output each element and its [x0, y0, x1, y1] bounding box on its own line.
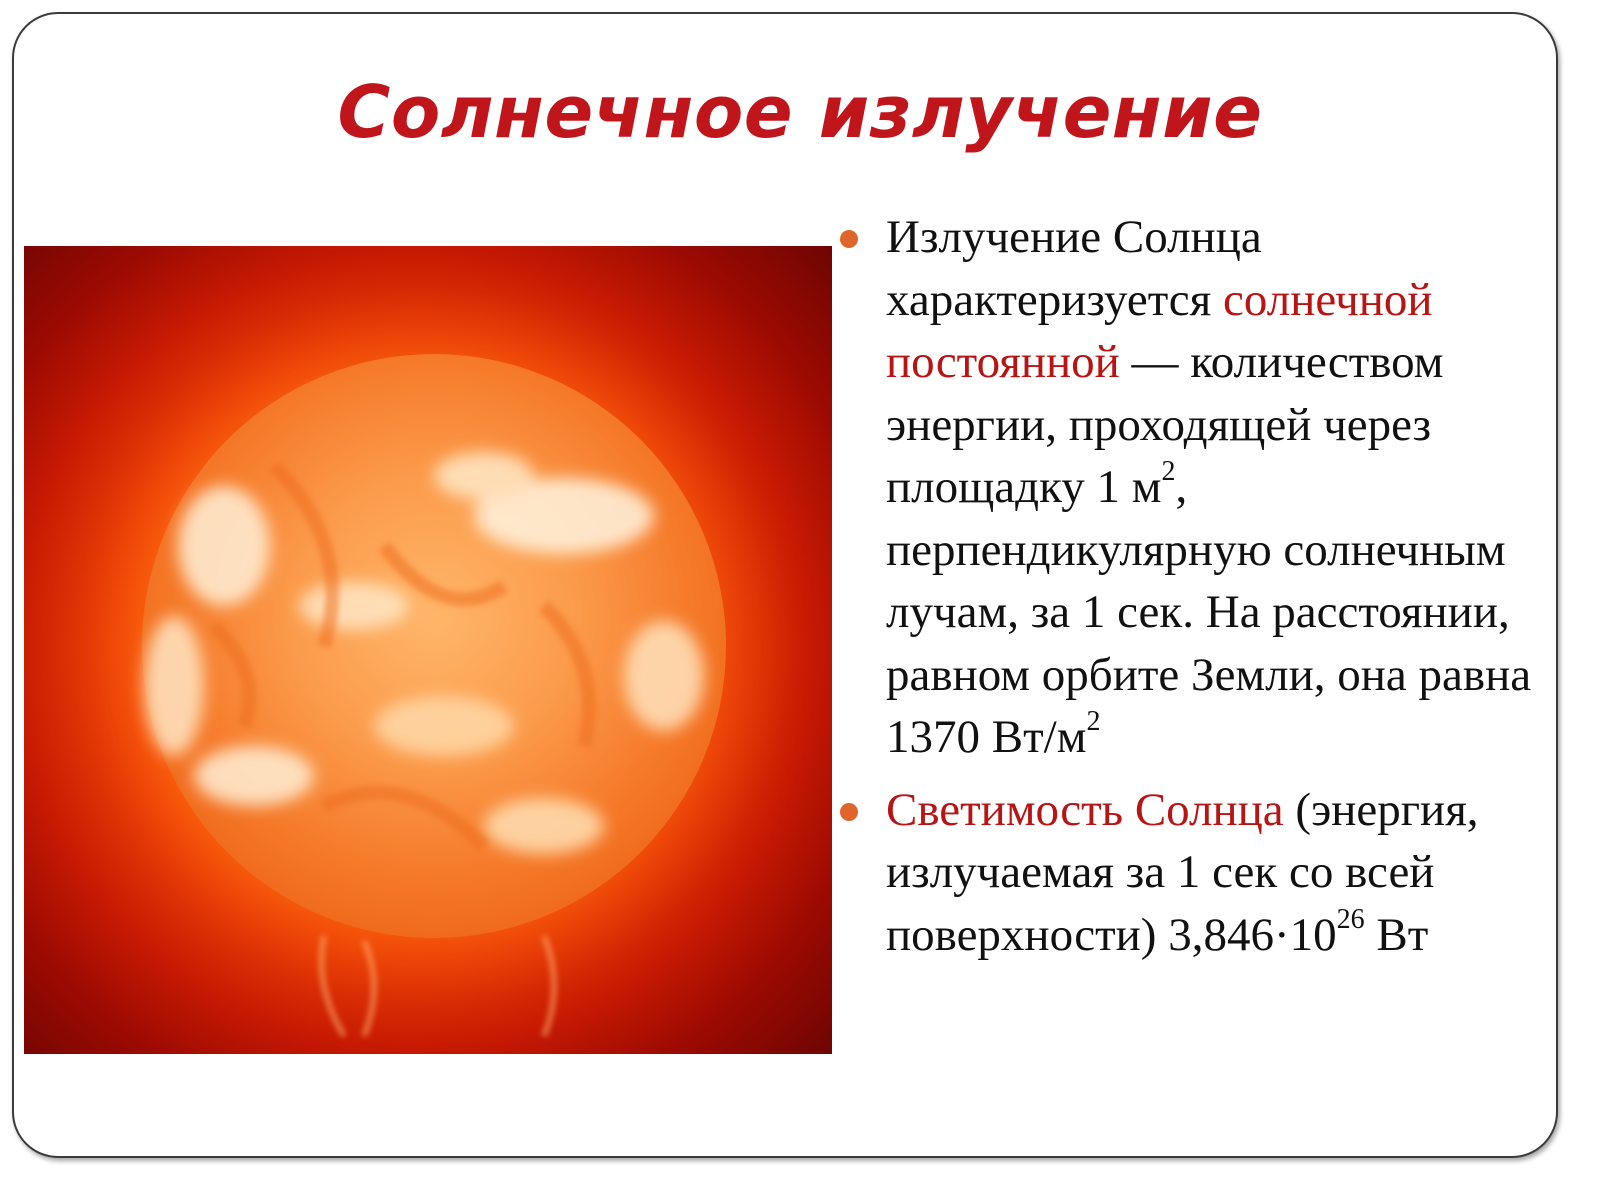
bullet-1-text-3: , перпендикулярную солнечным лучам, за 1 сек. На расстоянии, равном орбите Земли, она равна 1370 Вт/м: [886, 461, 1532, 763]
text-column: [836, 206, 1566, 976]
solar-constant-term: солнечной постоянной: [886, 273, 1433, 388]
bullet-2-text: (энергия, излучаемая за 1 сек со всей поверхности) 3,846·10: [886, 783, 1479, 961]
bullet-dot-icon: [840, 230, 858, 248]
bullet-2-text-2: Вт: [1364, 908, 1429, 961]
bullet-luminosity: [836, 779, 1566, 967]
slide-title: Солнечное излучение: [337, 70, 1263, 154]
luminosity-term: Светимость Солнца: [886, 783, 1284, 836]
bullet-1-text: Излучение Солнца характеризуется: [886, 211, 1262, 326]
bullet-solar-constant: [836, 206, 1566, 769]
bullet-dot-icon: [840, 803, 858, 821]
superscript: 2: [1086, 706, 1101, 737]
sun-photo-graphic: [24, 246, 832, 1054]
superscript: 26: [1336, 903, 1365, 935]
superscript: 2: [1161, 456, 1176, 487]
sun-photo: [24, 246, 832, 1054]
bullet-1-text-2: — количеством энергии, проходящей через площадку 1 м: [886, 336, 1444, 513]
